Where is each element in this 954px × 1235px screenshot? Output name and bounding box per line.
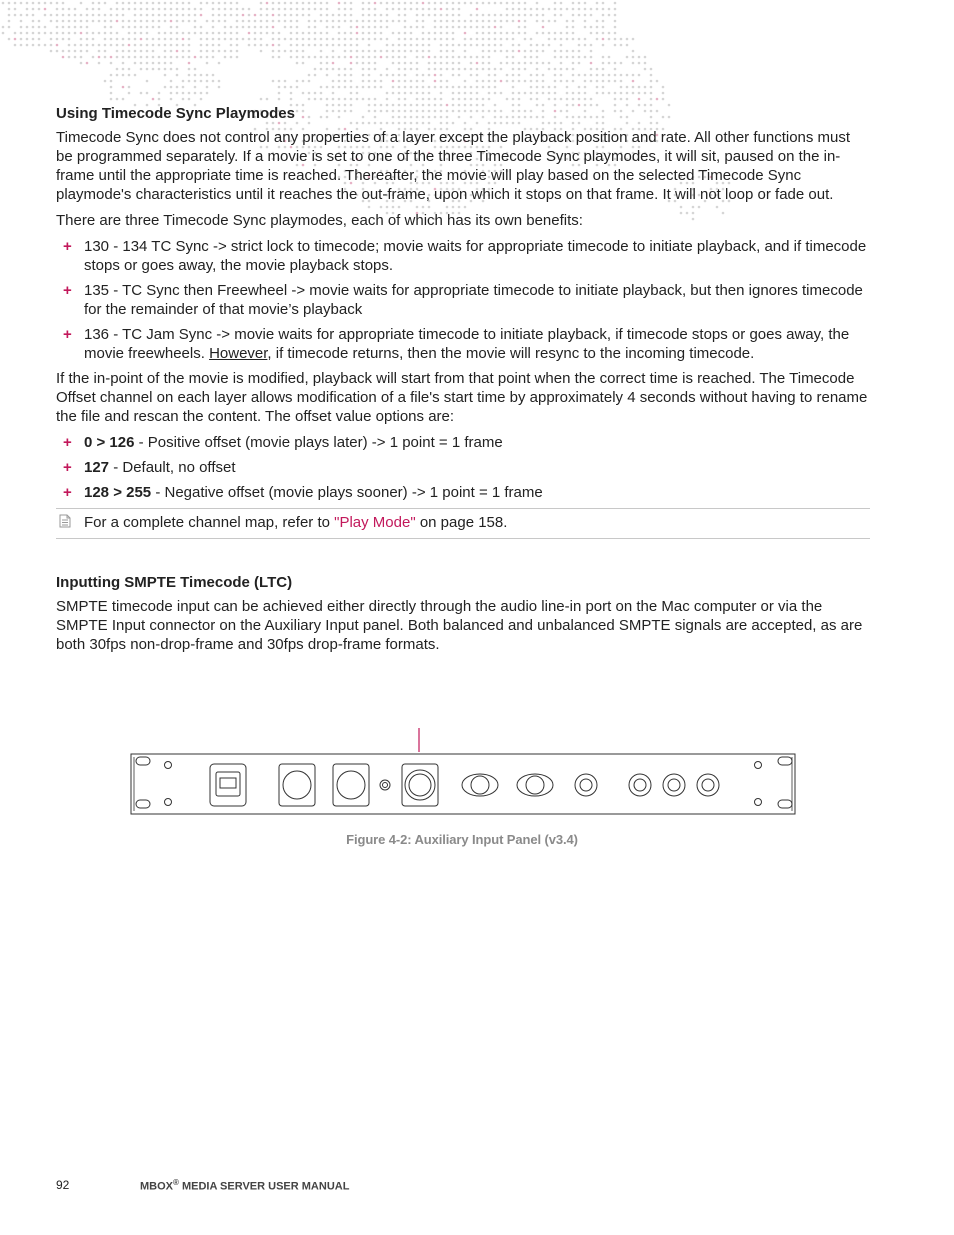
list-item bbox=[56, 237, 870, 275]
mode-text: - TC Jam Sync -> movie waits for appropriate timecode to initiate playback, if timecode stops or goes away, the movie freewheels. bbox=[84, 326, 850, 362]
play-mode-link[interactable]: "Play Mode" bbox=[334, 514, 416, 531]
paragraph-smpte: SMPTE timecode input can be achieved either directly through the audio line-in port on the Mac computer or via the SMPTE Input connector on the Auxiliary Input panel. Both balanced and unbalanced SMPTE signals are accepted, as are both 30fps non-drop-frame and 30fps drop-frame formats. bbox=[56, 598, 863, 653]
mode-value: 130 - 134 bbox=[84, 238, 148, 255]
paragraph-playmodes-intro: There are three Timecode Sync playmodes, each of which has its own benefits: bbox=[56, 212, 583, 229]
page-content bbox=[56, 104, 870, 661]
list-item bbox=[56, 458, 870, 477]
section-heading-smpte: Inputting SMPTE Timecode (LTC) bbox=[56, 574, 293, 591]
offset-value: 128 > 255 bbox=[84, 484, 152, 501]
underlined-word: However bbox=[209, 345, 268, 362]
plus-bullet-icon: + bbox=[63, 326, 72, 343]
note-text-tail: on page 158. bbox=[415, 514, 508, 531]
plus-bullet-icon: + bbox=[63, 434, 72, 451]
note-text: For a complete channel map, refer to bbox=[84, 514, 335, 531]
mode-value: 135 bbox=[84, 282, 110, 299]
mode-text-tail: , if timecode returns, then the movie will resync to the incoming timecode. bbox=[267, 345, 755, 362]
offset-text: - Default, no offset bbox=[109, 459, 236, 476]
mode-text: TC Sync -> strict lock to timecode; movie waits for appropriate timecode to initiate playback, and if timecode stops or goes away, the movie playback stops. bbox=[84, 238, 867, 274]
manual-title: MBOX® MEDIA SERVER USER MANUAL bbox=[140, 1178, 350, 1193]
mode-text: - TC Sync then Freewheel -> movie waits for appropriate timecode to initiate playback, but then ignores timecode for the remainder of that movie’s playback bbox=[84, 282, 863, 318]
section-heading-timecode-sync: Using Timecode Sync Playmodes bbox=[56, 105, 295, 122]
note-box bbox=[56, 508, 870, 539]
paragraph-timecode-intro: Timecode Sync does not control any properties of a layer except the playback position and rate. All other functions must be programmed separately. If a movie is set to one of the three Timecode Sync playmodes, it will sit, paused on the in-frame until the appropriate time is reached. Thereafter, the movie will play based on the selected Timecode Sync playmode's characteristics until it reaches the out-frame, upon which it stops on that frame. It will not loop or fade out. bbox=[56, 129, 851, 203]
plus-bullet-icon: + bbox=[63, 282, 72, 299]
playmode-list bbox=[56, 237, 870, 363]
list-item bbox=[56, 281, 870, 319]
offset-list bbox=[56, 433, 870, 502]
note-icon bbox=[58, 514, 72, 528]
figure-caption: Figure 4-2: Auxiliary Input Panel (v3.4) bbox=[346, 832, 578, 847]
list-item bbox=[56, 433, 870, 452]
plus-bullet-icon: + bbox=[63, 238, 72, 255]
list-item bbox=[56, 483, 870, 502]
offset-text: - Positive offset (movie plays later) -> 1 point = 1 frame bbox=[134, 434, 503, 451]
list-item bbox=[56, 325, 870, 363]
mode-value: 136 bbox=[84, 326, 110, 343]
page-number: 92 bbox=[56, 1178, 70, 1192]
offset-text: - Negative offset (movie plays sooner) -> 1 point = 1 frame bbox=[151, 484, 543, 501]
offset-value: 0 > 126 bbox=[84, 434, 135, 451]
plus-bullet-icon: + bbox=[63, 459, 72, 476]
offset-value: 127 bbox=[84, 459, 110, 476]
paragraph-offset-intro: If the in-point of the movie is modified, playback will start from that point when the correct time is reached. The Timecode Offset channel on each layer allows modification of a file's start time by approximately 4 seconds without having to rename the file and rescan the content. The offset value options are: bbox=[56, 370, 868, 425]
auxiliary-input-panel-figure bbox=[130, 726, 798, 816]
page-footer bbox=[56, 1178, 350, 1193]
plus-bullet-icon: + bbox=[63, 484, 72, 501]
